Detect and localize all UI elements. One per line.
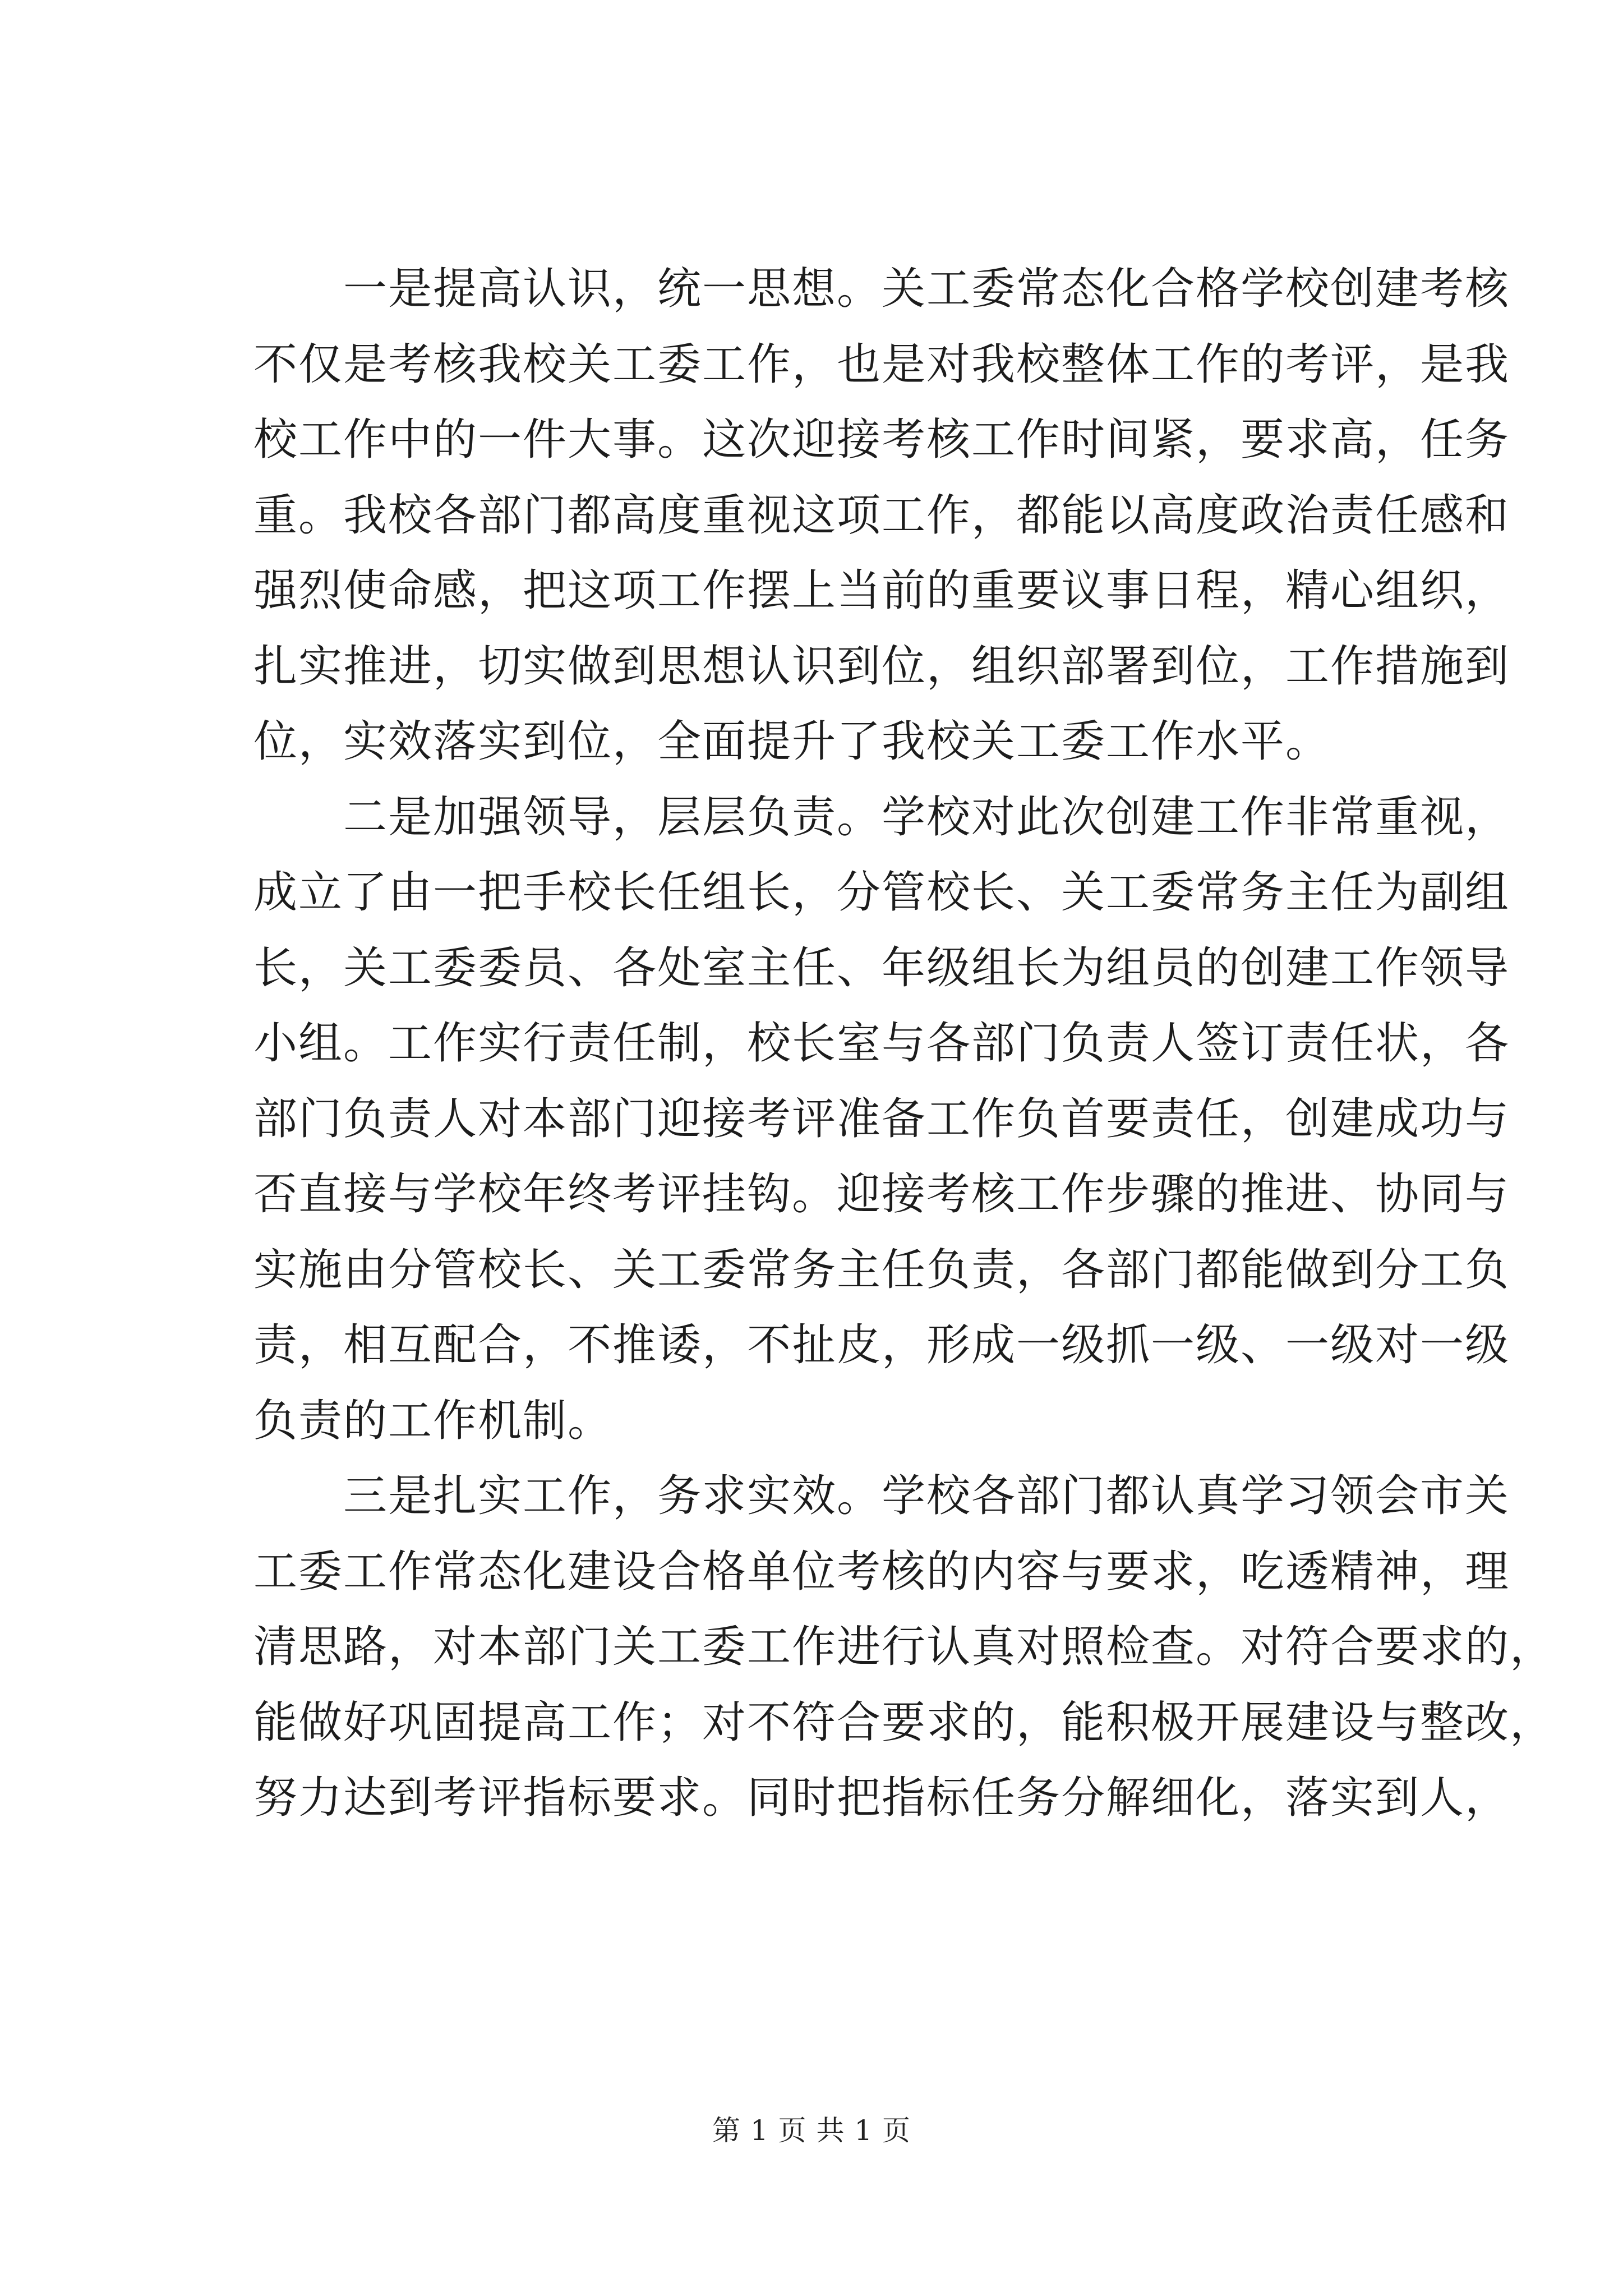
- text-line: 小组。工作实行责任制，校长室与各部门负责人签订责任状，各: [253, 1018, 1510, 1069]
- text-line: 位，实效落实到位，全面提升了我校关工委工作水平。: [253, 716, 1331, 767]
- document-body: [253, 251, 1555, 1836]
- text-line: 责，相互配合，不推诿，不扯皮，形成一级抓一级、一级对一级: [253, 1320, 1510, 1370]
- paragraph-1: [253, 251, 1510, 780]
- page-footer: 第 1 页 共 1 页: [712, 2114, 911, 2147]
- text-line: 努力达到考评指标要求。同时把指标任务分解细化，落实到人，: [253, 1773, 1510, 1823]
- paragraph-2: [253, 780, 1510, 1459]
- text-line: 部门负责人对本部门迎接考评准备工作负首要责任，创建成功与: [253, 1093, 1510, 1144]
- text-line: 校工作中的一件大事。这次迎接考核工作时间紧，要求高，任务: [253, 415, 1510, 465]
- text-line: 能做好巩固提高工作；对不符合要求的，能积极开展建设与整改，: [253, 1697, 1555, 1748]
- text-line: 一是提高认识，统一思想。关工委常态化合格学校创建考核: [343, 264, 1510, 314]
- text-line: 强烈使命感，把这项工作摆上当前的重要议事日程，精心组织，: [253, 565, 1510, 616]
- text-line: 工委工作常态化建设合格单位考核的内容与要求，吃透精神，理: [253, 1546, 1510, 1597]
- text-line: 否直接与学校年终考评挂钩。迎接考核工作步骤的推进、协同与: [253, 1169, 1510, 1220]
- text-line: 三是扎实工作，务求实效。学校各部门都认真学习领会市关: [343, 1471, 1510, 1521]
- text-line: 不仅是考核我校关工委工作，也是对我校整体工作的考评，是我: [253, 339, 1510, 390]
- text-line: 清思路，对本部门关工委工作进行认真对照检查。对符合要求的，: [253, 1622, 1555, 1672]
- text-line: 实施由分管校长、关工委常务主任负责，各部门都能做到分工负: [253, 1244, 1510, 1295]
- text-line: 重。我校各部门都高度重视这项工作，都能以高度政治责任感和: [253, 490, 1510, 541]
- text-line: 二是加强领导，层层负责。学校对此次创建工作非常重视，: [343, 792, 1510, 843]
- paragraph-3: [253, 1458, 1555, 1836]
- text-line: 长，关工委委员、各处室主任、年级组长为组员的创建工作领导: [253, 942, 1510, 993]
- text-line: 扎实推进，切实做到思想认识到位，组织部署到位，工作措施到: [253, 641, 1510, 692]
- text-line: 负责的工作机制。: [253, 1395, 613, 1446]
- text-line: 成立了由一把手校长任组长，分管校长、关工委常务主任为副组: [253, 867, 1510, 918]
